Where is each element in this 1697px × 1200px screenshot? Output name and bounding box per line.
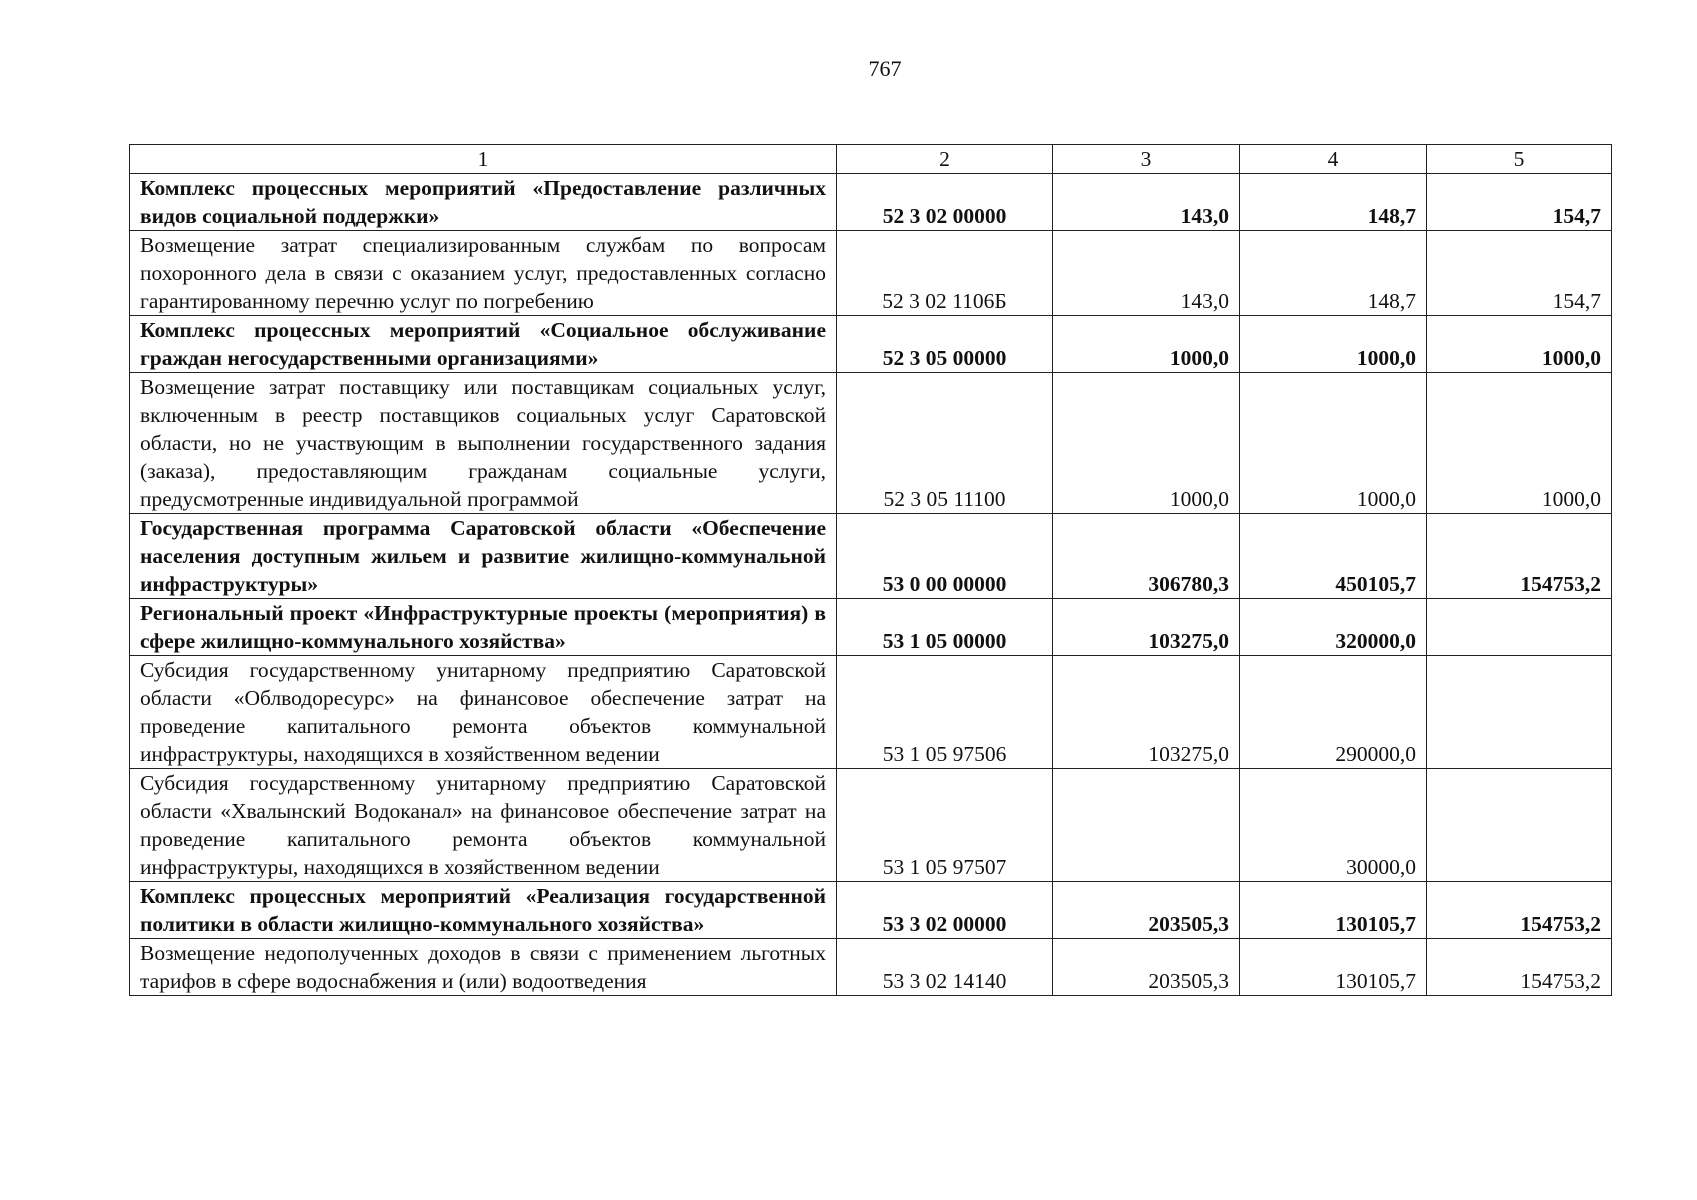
column-header-2: 2 bbox=[837, 145, 1053, 174]
row-value-col3: 143,0 bbox=[1053, 174, 1240, 231]
row-code: 53 1 05 97506 bbox=[837, 656, 1053, 769]
row-value-col4: 148,7 bbox=[1240, 174, 1427, 231]
row-code: 52 3 05 11100 bbox=[837, 373, 1053, 514]
row-name: Субсидия государственному унитарному предприятию Саратовской области «Хвалынский Водоканал» на финансовое обеспечение затрат на проведение капитального ремонта объектов коммунальной инфраструктуры, находящихся в хозяйственном ведении bbox=[130, 769, 837, 882]
table-row bbox=[130, 316, 1612, 373]
row-value-col5 bbox=[1427, 599, 1612, 656]
row-code: 52 3 02 1106Б bbox=[837, 231, 1053, 316]
row-value-col3: 1000,0 bbox=[1053, 373, 1240, 514]
row-value-col5: 154753,2 bbox=[1427, 514, 1612, 599]
row-value-col4: 30000,0 bbox=[1240, 769, 1427, 882]
column-header-4: 4 bbox=[1240, 145, 1427, 174]
row-code: 52 3 05 00000 bbox=[837, 316, 1053, 373]
row-value-col5: 1000,0 bbox=[1427, 316, 1612, 373]
row-value-col5: 154753,2 bbox=[1427, 939, 1612, 996]
row-value-col3: 1000,0 bbox=[1053, 316, 1240, 373]
row-value-col5 bbox=[1427, 656, 1612, 769]
row-value-col4: 290000,0 bbox=[1240, 656, 1427, 769]
table-row bbox=[130, 882, 1612, 939]
row-code: 53 3 02 14140 bbox=[837, 939, 1053, 996]
table-row bbox=[130, 514, 1612, 599]
row-code: 53 1 05 00000 bbox=[837, 599, 1053, 656]
row-value-col3: 203505,3 bbox=[1053, 939, 1240, 996]
row-value-col4: 130105,7 bbox=[1240, 882, 1427, 939]
table-row bbox=[130, 373, 1612, 514]
row-code: 53 0 00 00000 bbox=[837, 514, 1053, 599]
page-number: 767 bbox=[868, 56, 902, 81]
row-value-col5: 154,7 bbox=[1427, 231, 1612, 316]
row-value-col3: 103275,0 bbox=[1053, 656, 1240, 769]
row-name: Комплекс процессных мероприятий «Реализация государственной политики в области жилищно-коммунального хозяйства» bbox=[130, 882, 837, 939]
row-code: 52 3 02 00000 bbox=[837, 174, 1053, 231]
row-value-col5: 154753,2 bbox=[1427, 882, 1612, 939]
row-name: Возмещение затрат специализированным службам по вопросам похоронного дела в связи с оказанием услуг, предоставленных согласно гарантированному перечню услуг по погребению bbox=[130, 231, 837, 316]
row-value-col4: 130105,7 bbox=[1240, 939, 1427, 996]
row-name: Комплекс процессных мероприятий «Предоставление различных видов социальной поддержки» bbox=[130, 174, 837, 231]
row-value-col4: 148,7 bbox=[1240, 231, 1427, 316]
row-name: Государственная программа Саратовской области «Обеспечение населения доступным жильем и развитие жилищно-коммунальной инфраструктуры» bbox=[130, 514, 837, 599]
row-code: 53 3 02 00000 bbox=[837, 882, 1053, 939]
column-header-3: 3 bbox=[1053, 145, 1240, 174]
row-value-col4: 1000,0 bbox=[1240, 316, 1427, 373]
row-name: Комплекс процессных мероприятий «Социальное обслуживание граждан негосударственными организациями» bbox=[130, 316, 837, 373]
column-header-1: 1 bbox=[130, 145, 837, 174]
row-name: Возмещение недополученных доходов в связи с применением льготных тарифов в сфере водоснабжения и (или) водоотведения bbox=[130, 939, 837, 996]
header-row bbox=[130, 145, 1612, 174]
table-body bbox=[130, 174, 1612, 996]
table-row bbox=[130, 231, 1612, 316]
row-value-col5 bbox=[1427, 769, 1612, 882]
row-value-col3: 143,0 bbox=[1053, 231, 1240, 316]
column-header-5: 5 bbox=[1427, 145, 1612, 174]
table-row bbox=[130, 656, 1612, 769]
row-value-col3 bbox=[1053, 769, 1240, 882]
table-row bbox=[130, 599, 1612, 656]
table-row bbox=[130, 174, 1612, 231]
row-name: Возмещение затрат поставщику или поставщикам социальных услуг, включенным в реестр поставщиков социальных услуг Саратовской области, но не участвующим в выполнении государственного задания (заказа), предоставляющим гражданам социальные услуги, предусмотренные индивидуальной программой bbox=[130, 373, 837, 514]
row-value-col4: 1000,0 bbox=[1240, 373, 1427, 514]
row-value-col3: 203505,3 bbox=[1053, 882, 1240, 939]
row-value-col3: 103275,0 bbox=[1053, 599, 1240, 656]
row-value-col5: 1000,0 bbox=[1427, 373, 1612, 514]
row-value-col5: 154,7 bbox=[1427, 174, 1612, 231]
row-value-col3: 306780,3 bbox=[1053, 514, 1240, 599]
row-name: Субсидия государственному унитарному предприятию Саратовской области «Облводоресурс» на финансовое обеспечение затрат на проведение капитального ремонта объектов коммунальной инфраструктуры, находящихся в хозяйственном ведении bbox=[130, 656, 837, 769]
table-row bbox=[130, 769, 1612, 882]
row-code: 53 1 05 97507 bbox=[837, 769, 1053, 882]
budget-table bbox=[129, 144, 1612, 996]
row-name: Региональный проект «Инфраструктурные проекты (мероприятия) в сфере жилищно-коммунального хозяйства» bbox=[130, 599, 837, 656]
row-value-col4: 450105,7 bbox=[1240, 514, 1427, 599]
table-row bbox=[130, 939, 1612, 996]
row-value-col4: 320000,0 bbox=[1240, 599, 1427, 656]
